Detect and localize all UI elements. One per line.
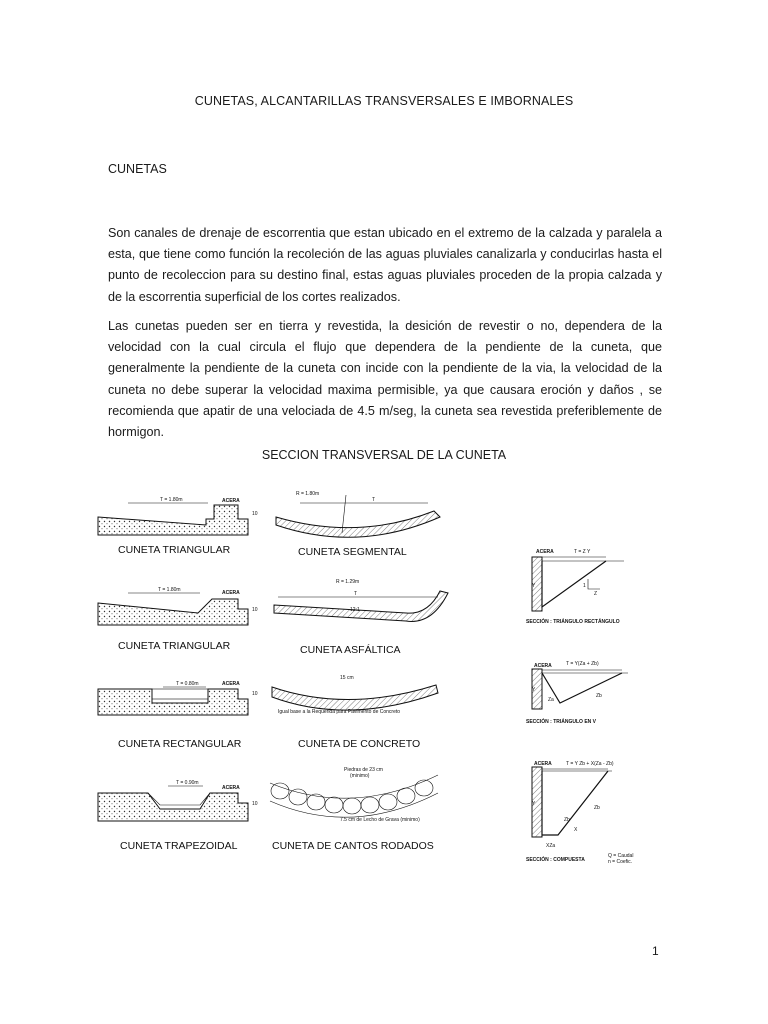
svg-text:X: X (574, 827, 578, 833)
diagram-seccion-triangulo-en-v (526, 661, 628, 725)
label-cuneta-cantos-rodados: CUNETA DE CANTOS RODADOS (272, 840, 434, 852)
svg-text:SECCIÓN : TRIÁNGULO RECTÁNGULO: SECCIÓN : TRIÁNGULO RECTÁNGULO (526, 619, 620, 625)
svg-text:T: T (372, 497, 376, 503)
label-cuneta-triangular-2: CUNETA TRIANGULAR (118, 640, 231, 652)
svg-text:SECCIÓN : TRIÁNGULO EN V: SECCIÓN : TRIÁNGULO EN V (526, 719, 597, 725)
svg-text:ACERA: ACERA (222, 785, 240, 791)
svg-text:T = Z Y: T = Z Y (574, 549, 591, 555)
svg-text:Y: Y (532, 583, 536, 589)
svg-text:7.5 cm de Lecho de Grava (mini: 7.5 cm de Lecho de Grava (minimo) (340, 817, 420, 823)
label-cuneta-concreto: CUNETA DE CONCRETO (298, 738, 421, 750)
diagram-cuneta-segmental (276, 491, 440, 558)
svg-text:T = 1.80m: T = 1.80m (160, 497, 183, 503)
label-cuneta-triangular-1: CUNETA TRIANGULAR (118, 544, 231, 556)
svg-text:Zb: Zb (594, 805, 600, 811)
diagram-cuneta-rectangular (98, 681, 258, 750)
svg-text:ACERA: ACERA (222, 681, 240, 687)
svg-text:T = 0.80m: T = 0.80m (176, 681, 199, 687)
svg-text:Zb: Zb (596, 693, 602, 699)
svg-text:10: 10 (252, 511, 258, 517)
label-cuneta-rectangular: CUNETA RECTANGULAR (118, 738, 242, 750)
svg-text:Z: Z (594, 591, 598, 597)
svg-text:SECCIÓN : COMPUESTA: SECCIÓN : COMPUESTA (526, 857, 585, 863)
diagram-seccion-compuesta (526, 761, 633, 865)
svg-text:10: 10 (252, 607, 258, 613)
paragraph-revestimiento: Las cunetas pueden ser en tierra y revestida, la desición de revestir o no, dependera de la velocidad con la cual circula el flujo que dependera de la pendiente de la cuneta, que generalmente la pendiente de la cuneta con incide con la pendiente de la via, la velocidad de la cuneta no debe superar la velocidad maxima permisible, ya que causara eroción y daños , se recomienda que apatir de una velociada de 4.5 m/seg, la cuneta sea revestida preferiblemente de hormigon. (108, 319, 662, 440)
svg-text:Zb: Zb (564, 817, 570, 823)
label-cuneta-asfaltica: CUNETA ASFÁLTICA (300, 644, 401, 656)
svg-text:R = 1.80m: R = 1.80m (296, 491, 320, 497)
diagram-seccion-triangulo-rectangulo (526, 549, 624, 625)
figure-caption: SECCION TRANSVERSAL DE LA CUNETA (261, 448, 507, 462)
diagram-cuneta-triangular-2 (98, 587, 258, 652)
svg-text:Za: Za (548, 697, 554, 703)
svg-text:10: 10 (252, 691, 258, 697)
svg-text:1: 1 (583, 583, 586, 589)
svg-text:T = Y Zb + X(Za - Zb): T = Y Zb + X(Za - Zb) (566, 761, 614, 767)
svg-text:n = Coefic.: n = Coefic. (608, 859, 633, 865)
svg-text:T = 0.90m: T = 0.90m (176, 780, 199, 786)
svg-text:ACERA: ACERA (534, 663, 552, 669)
paragraph-definition: Son canales de drenaje de escorrentia que estan ubicado en el extremo de la calzada y paralela a esta, que tiene como función la recoleción de las aguas pluviales canalizarla y conducirlas hasta el punto de recoleccion para su destino final, estas aguas pluviales proceden de la propia calzada y de la escorrentia superficial de los cortes realizados. (108, 226, 662, 304)
svg-text:ACERA: ACERA (536, 549, 554, 555)
svg-text:12:1: 12:1 (350, 607, 360, 613)
svg-text:R = 1.29m: R = 1.29m (336, 579, 360, 585)
svg-text:ACERA: ACERA (222, 590, 240, 596)
page-number: 1 (652, 944, 659, 958)
svg-text:Q = Caudal: Q = Caudal (608, 853, 634, 859)
svg-text:T = Y(Za + Zb): T = Y(Za + Zb) (566, 661, 599, 667)
svg-text:ACERA: ACERA (222, 498, 240, 504)
svg-text:T: T (354, 591, 358, 597)
diagram-cuneta-triangular-1 (98, 497, 258, 556)
diagram-cuneta-asfaltica (274, 579, 448, 656)
diagram-cuneta-trapezoidal (98, 780, 258, 852)
svg-text:Y: Y (532, 687, 536, 693)
svg-text:15 cm: 15 cm (340, 675, 354, 681)
page-title: CUNETAS, ALCANTARILLAS TRANSVERSALES E IMBORNALES (194, 94, 574, 108)
svg-text:10: 10 (252, 801, 258, 807)
cross-section-figure (88, 475, 678, 875)
svg-text:Piedras de 23 cm: Piedras de 23 cm (344, 767, 383, 773)
svg-text:(minimo): (minimo) (350, 773, 370, 779)
svg-text:Igual base a la Requerida para: Igual base a la Requerida para Pavimento de Concreto (278, 709, 401, 715)
svg-text:XZa: XZa (546, 843, 556, 849)
svg-text:Y: Y (532, 801, 536, 807)
svg-text:ACERA: ACERA (534, 761, 552, 767)
diagram-cuneta-concreto (272, 675, 438, 750)
label-cuneta-trapezoidal: CUNETA TRAPEZOIDAL (120, 840, 238, 852)
section-heading-cunetas: CUNETAS (108, 162, 167, 176)
diagram-cuneta-cantos-rodados (270, 767, 438, 852)
svg-text:T = 1.80m: T = 1.80m (158, 587, 181, 593)
label-cuneta-segmental: CUNETA SEGMENTAL (298, 546, 407, 558)
